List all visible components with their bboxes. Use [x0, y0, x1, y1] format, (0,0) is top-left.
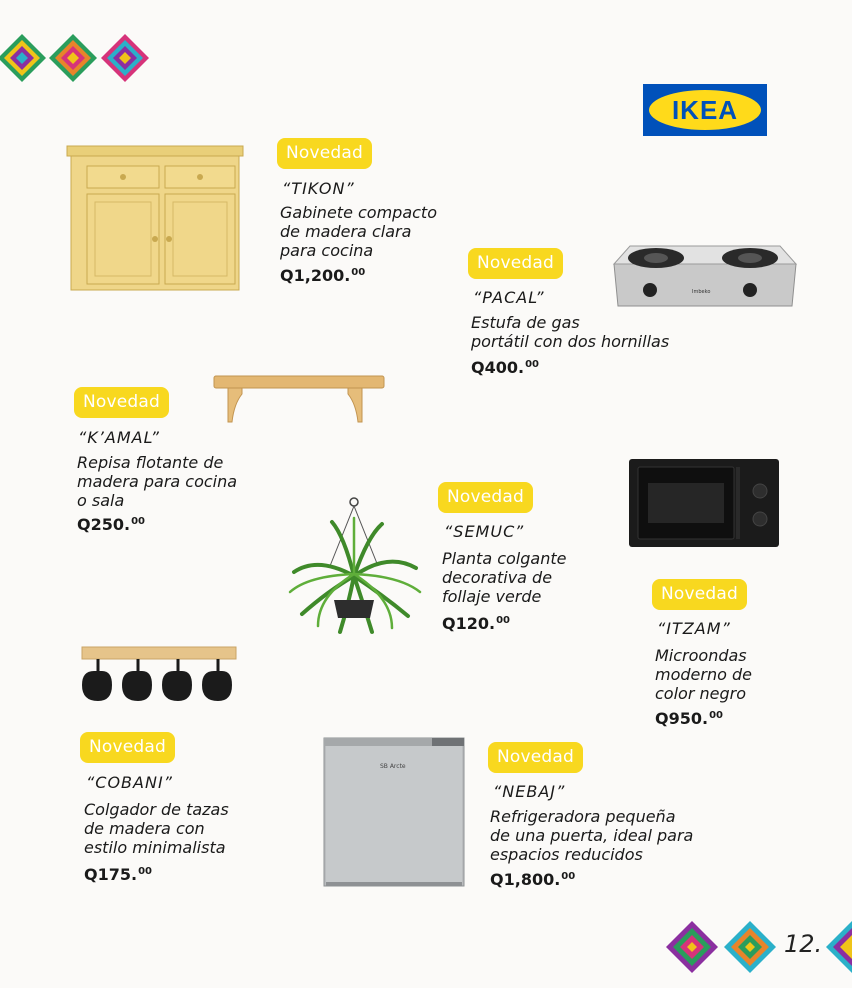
microwave-image [628, 457, 780, 551]
product-description: Colgador de tazas de madera con estilo minimalista [84, 800, 229, 857]
product-name: “COBANI” [86, 773, 173, 792]
product-badge: Novedad [277, 138, 372, 169]
product-description: Refrigeradora pequeña de una puerta, ideal para espacios reducidos [490, 807, 694, 864]
product-description: Microondas moderno de color negro [655, 646, 752, 703]
product-price: Q400.00 [471, 358, 539, 377]
gas-stove-image [610, 240, 800, 310]
decorative-diamonds-bottom [664, 918, 782, 976]
product-price: Q250.00 [77, 515, 145, 534]
product-badge: Novedad [438, 482, 533, 513]
ikea-logo [643, 84, 767, 136]
decorative-diamond-edge [822, 918, 852, 976]
product-badge: Novedad [488, 742, 583, 773]
product-badge: Novedad [80, 732, 175, 763]
product-price: Q950.00 [655, 709, 723, 728]
wood-cabinet-image [65, 144, 245, 294]
mug-rack-image [76, 643, 240, 705]
wood-shelf-image [212, 372, 387, 432]
hanging-plant-image [288, 496, 422, 638]
product-description: Estufa de gas portátil con dos hornillas [471, 313, 670, 351]
product-badge: Novedad [74, 387, 169, 418]
product-badge: Novedad [652, 579, 747, 610]
product-name: “ITZAM” [657, 619, 731, 638]
product-name: “TIKON” [282, 179, 355, 198]
product-badge: Novedad [468, 248, 563, 279]
page-number: 12. [784, 930, 823, 958]
ikea-logo-text: IKEA [649, 90, 761, 130]
product-price: Q1,800.00 [490, 870, 576, 889]
product-name: “K’AMAL” [78, 428, 160, 447]
product-price: Q120.00 [442, 614, 510, 633]
product-price: Q175.00 [84, 865, 152, 884]
product-description: Gabinete compacto de madera clara para cocina [280, 203, 437, 260]
product-name: “PACAL” [473, 288, 545, 307]
product-description: Planta colgante decorativa de follaje verde [442, 549, 567, 606]
product-name: “NEBAJ” [493, 782, 566, 801]
product-description: Repisa flotante de madera para cocina o sala [77, 453, 238, 510]
product-price: Q1,200.00 [280, 266, 366, 285]
mini-fridge-image [322, 736, 468, 890]
decorative-diamonds-top [0, 30, 160, 86]
product-name: “SEMUC” [444, 522, 525, 541]
stove-brand-label: Imbeko [692, 289, 711, 295]
fridge-brand-label: SB Arcte [380, 763, 406, 770]
